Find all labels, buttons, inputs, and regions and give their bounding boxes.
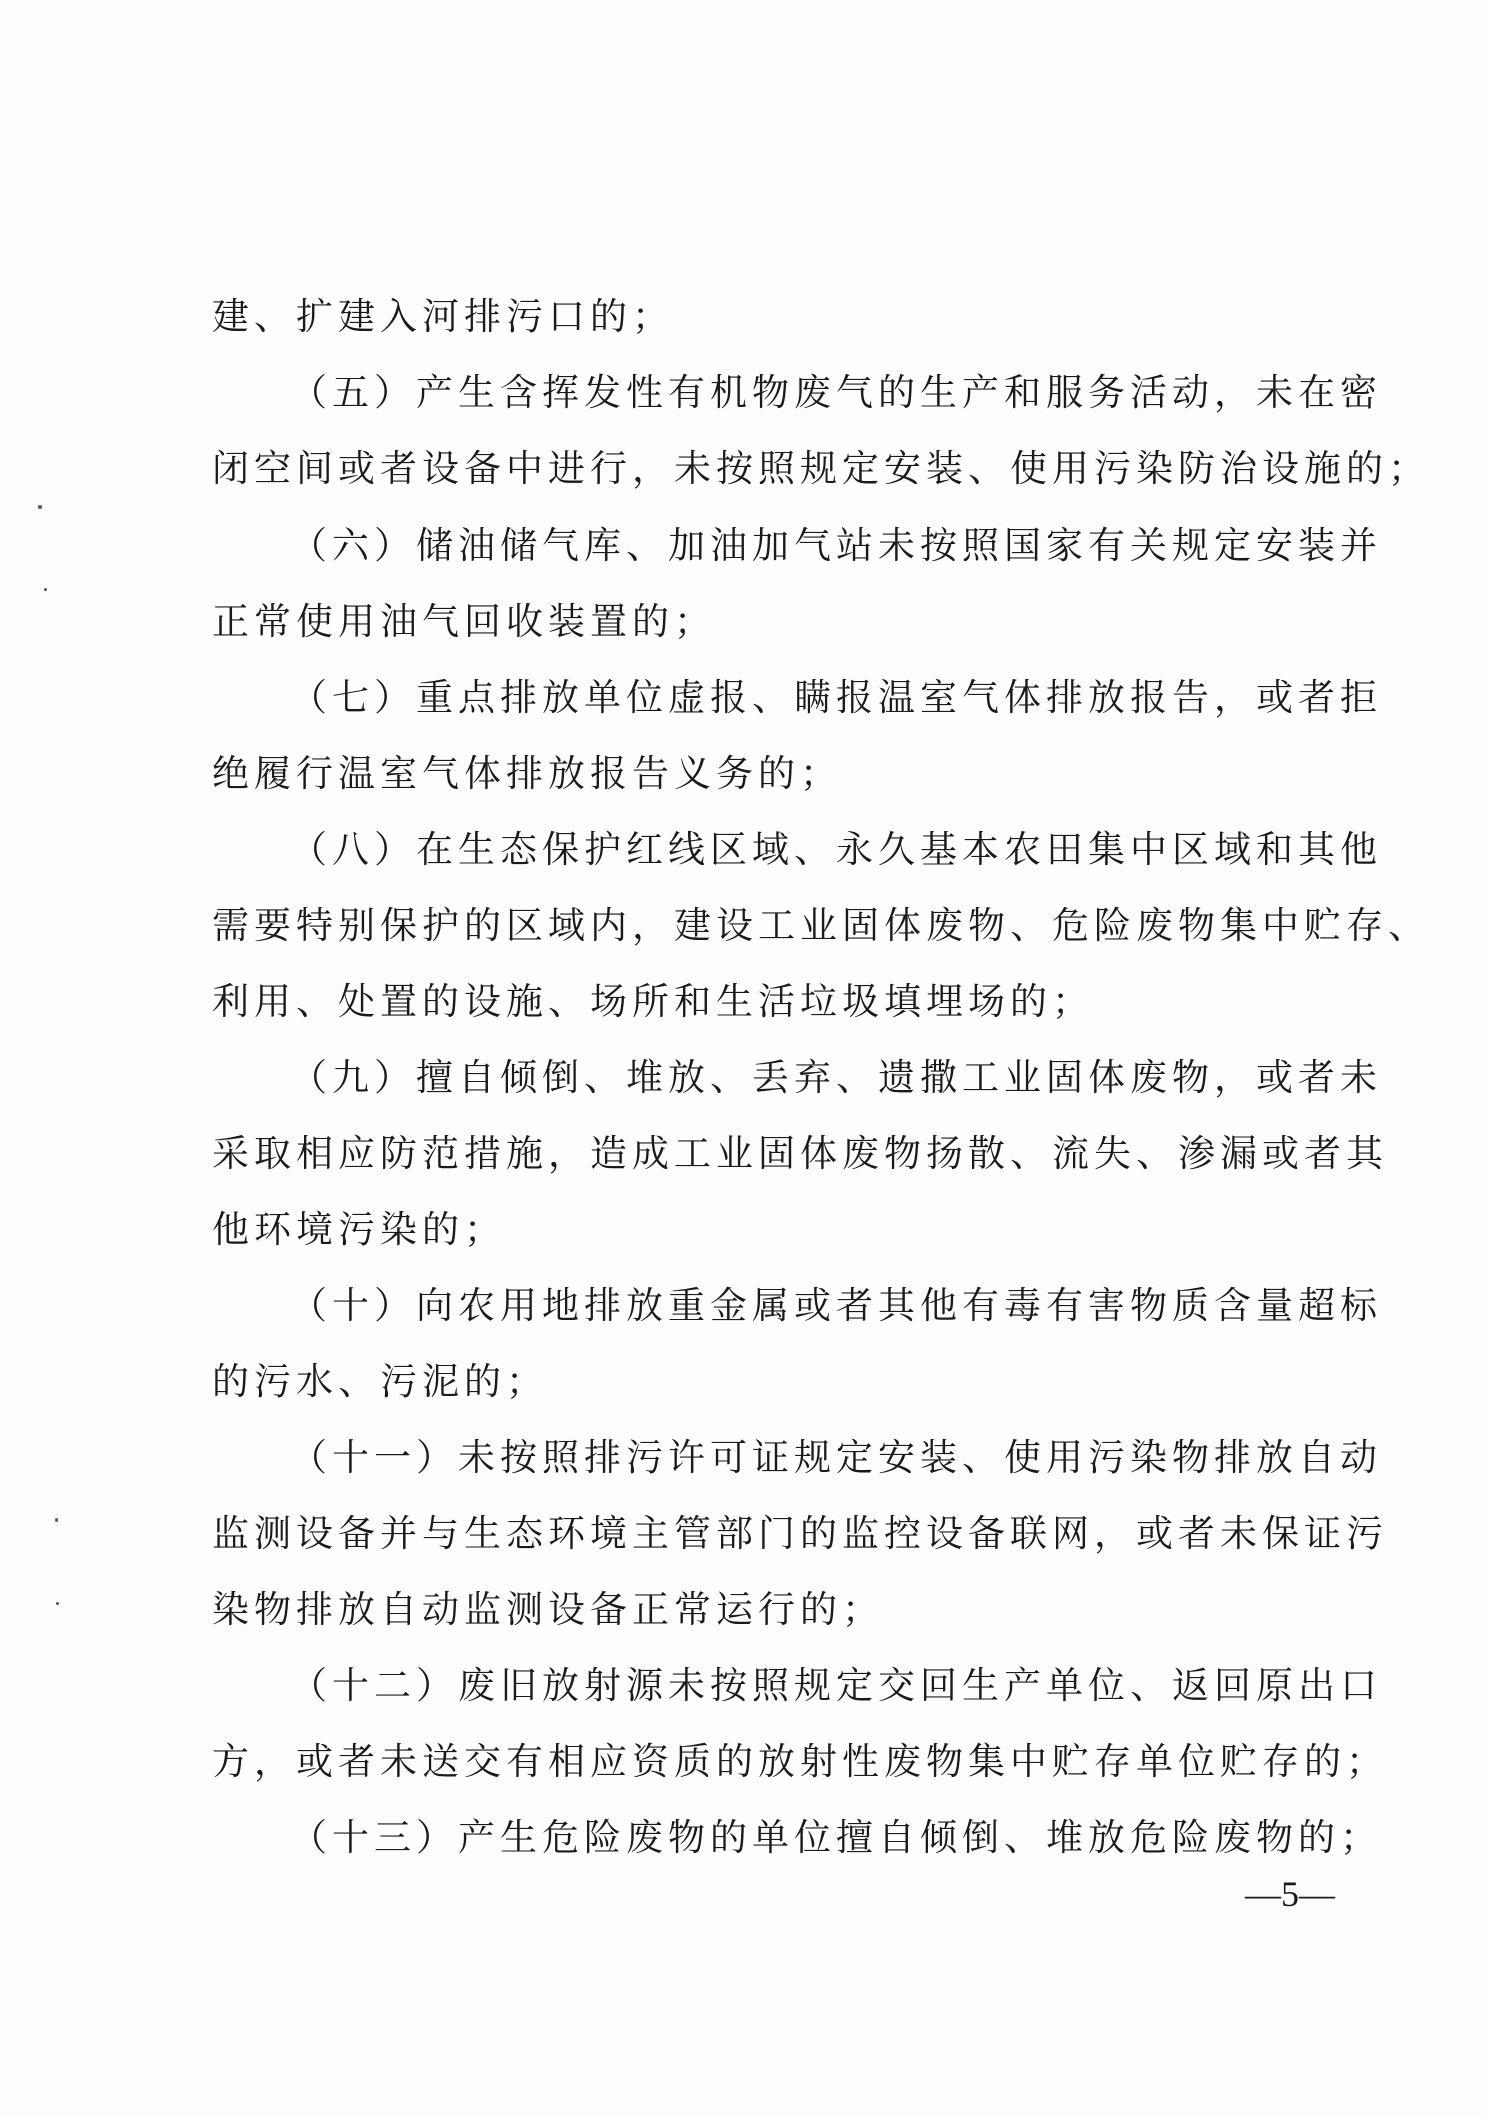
text-line: （十二）废旧放射源未按照规定交回生产单位、返回原出口 xyxy=(290,1664,1382,1707)
text-line: 利用、处置的设施、场所和生活垃圾填埋场的； xyxy=(212,980,1094,1023)
text-line: 绝履行温室气体排放报告义务的； xyxy=(212,752,842,795)
text-line: 他环境污染的； xyxy=(212,1208,506,1251)
scan-speck xyxy=(55,1518,58,1522)
text-line: （五）产生含挥发性有机物废气的生产和服务活动，未在密 xyxy=(290,371,1382,414)
text-line: （十一）未按照排污许可证规定安装、使用污染物排放自动 xyxy=(290,1436,1382,1479)
text-line: 监测设备并与生态环境主管部门的监控设备联网，或者未保证污 xyxy=(212,1512,1388,1555)
text-line: 建、扩建入河排污口的； xyxy=(212,295,674,338)
scan-speck xyxy=(38,505,42,509)
text-line: 染物排放自动监测设备正常运行的； xyxy=(212,1588,884,1631)
page-number: —5— xyxy=(1245,1874,1335,1914)
text-line: 的污水、污泥的； xyxy=(212,1360,548,1403)
text-line: 需要特别保护的区域内，建设工业固体废物、危险废物集中贮存、 xyxy=(212,904,1430,947)
text-line: （九）擅自倾倒、堆放、丢弃、遗撒工业固体废物，或者未 xyxy=(290,1056,1382,1099)
text-line: （六）储油储气库、加油加气站未按照国家有关规定安装并 xyxy=(290,524,1382,567)
text-line: （七）重点排放单位虚报、瞒报温室气体排放报告，或者拒 xyxy=(290,676,1382,719)
text-line: 采取相应防范措施，造成工业固体废物扬散、流失、渗漏或者其 xyxy=(212,1132,1388,1175)
text-line: （八）在生态保护红线区域、永久基本农田集中区域和其他 xyxy=(290,828,1382,871)
scan-speck xyxy=(56,1602,59,1605)
text-line: （十）向农用地排放重金属或者其他有毒有害物质含量超标 xyxy=(290,1284,1382,1327)
text-line: （十三）产生危险废物的单位擅自倾倒、堆放危险废物的； xyxy=(290,1816,1382,1859)
text-line: 正常使用油气回收装置的； xyxy=(212,600,716,643)
scan-speck xyxy=(44,588,47,591)
text-line: 方，或者未送交有相应资质的放射性废物集中贮存单位贮存的； xyxy=(212,1740,1388,1783)
text-line: 闭空间或者设备中进行，未按照规定安装、使用污染防治设施的； xyxy=(212,447,1430,490)
